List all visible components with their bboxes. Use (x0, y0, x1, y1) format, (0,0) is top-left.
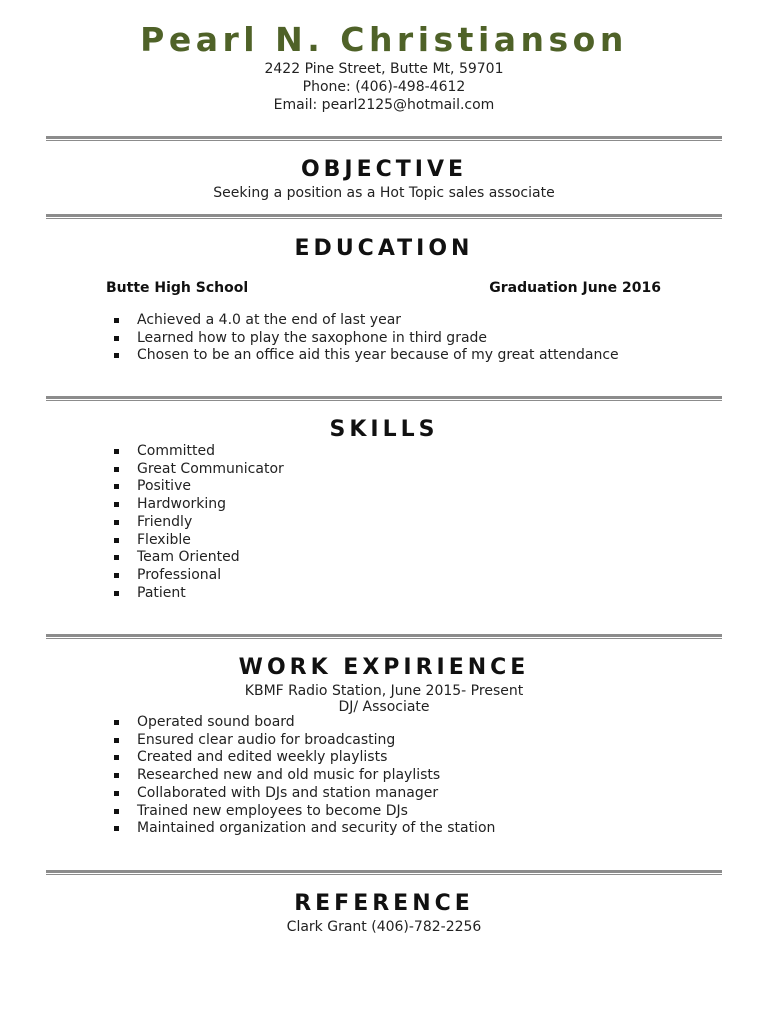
list-item (114, 496, 714, 514)
bullet-icon (114, 336, 119, 341)
objective-text: Seeking a position as a Hot Topic sales associate (213, 185, 555, 201)
list-item-text: Hardworking (137, 496, 227, 513)
section-divider (46, 634, 722, 639)
work-role: DJ/ Associate (338, 699, 430, 715)
bullet-icon (114, 467, 119, 472)
section-divider (46, 136, 722, 141)
list-item (114, 347, 714, 365)
education-list (114, 312, 714, 365)
bullet-icon (114, 484, 119, 489)
reference-text: Clark Grant (406)-782-2256 (286, 919, 482, 935)
list-item-text: Achieved a 4.0 at the end of last year (137, 312, 402, 328)
list-item-text: Professional (137, 566, 222, 583)
bullet-icon (114, 449, 119, 454)
bullet-icon (114, 720, 119, 725)
list-item-text: Collaborated with DJs and station manager (137, 784, 439, 801)
contact-address: 2422 Pine Street, Butte Mt, 59701 (264, 61, 504, 77)
list-item (114, 478, 714, 496)
list-item (114, 803, 714, 821)
bullet-icon (114, 555, 119, 560)
bullet-icon (114, 591, 119, 596)
bullet-icon (114, 520, 119, 525)
list-item-text: Flexible (137, 531, 191, 548)
list-item (114, 443, 714, 461)
work-employer: KBMF Radio Station, June 2015- Present (244, 683, 524, 699)
list-item-text: Learned how to play the saxophone in third grade (137, 329, 488, 346)
list-item (114, 549, 714, 567)
list-item-text: Created and edited weekly playlists (137, 749, 388, 766)
list-item-text: Positive (137, 478, 191, 495)
list-item-text: Maintained organization and security of the station (137, 820, 496, 837)
bullet-icon (114, 538, 119, 543)
list-item-text: Committed (137, 443, 215, 459)
bullet-icon (114, 791, 119, 796)
list-item-text: Team Oriented (137, 549, 240, 566)
list-item-text: Operated sound board (137, 714, 295, 730)
list-item (114, 767, 714, 785)
bullet-icon (114, 809, 119, 814)
list-item (114, 514, 714, 532)
bullet-icon (114, 318, 119, 323)
bullet-icon (114, 738, 119, 743)
list-item-text: Chosen to be an office aid this year because of my great attendance (137, 347, 619, 364)
contact-email: Email: pearl2125@hotmail.com (273, 97, 495, 113)
list-item-text: Great Communicator (137, 460, 284, 477)
list-item (114, 312, 714, 330)
work-heading: WORK EXPIRIENCE (238, 655, 530, 680)
list-item (114, 532, 714, 550)
list-item (114, 461, 714, 479)
list-item (114, 714, 714, 732)
education-graduation: Graduation June 2016 (489, 280, 661, 296)
list-item (114, 820, 714, 838)
section-divider (46, 214, 722, 219)
list-item (114, 785, 714, 803)
bullet-icon (114, 826, 119, 831)
skills-list (114, 443, 714, 602)
list-item-text: Patient (137, 584, 186, 601)
list-item-text: Researched new and old music for playlists (137, 767, 441, 784)
list-item (114, 732, 714, 750)
bullet-icon (114, 353, 119, 358)
education-heading: EDUCATION (294, 236, 474, 261)
skills-heading: SKILLS (329, 417, 439, 442)
section-divider (46, 396, 722, 401)
work-list (114, 714, 714, 838)
list-item (114, 749, 714, 767)
bullet-icon (114, 755, 119, 760)
bullet-icon (114, 502, 119, 507)
list-item (114, 330, 714, 348)
list-item-text: Ensured clear audio for broadcasting (137, 731, 396, 748)
bullet-icon (114, 773, 119, 778)
objective-heading: OBJECTIVE (300, 157, 468, 182)
bullet-icon (114, 573, 119, 578)
section-divider (46, 870, 722, 875)
list-item-text: Friendly (137, 513, 193, 530)
contact-phone: Phone: (406)-498-4612 (302, 79, 466, 95)
education-school: Butte High School (106, 280, 249, 296)
list-item (114, 585, 714, 603)
resume-name: Pearl N. Christianson (140, 20, 628, 59)
list-item (114, 567, 714, 585)
reference-heading: REFERENCE (294, 891, 474, 916)
list-item-text: Trained new employees to become DJs (137, 802, 408, 819)
